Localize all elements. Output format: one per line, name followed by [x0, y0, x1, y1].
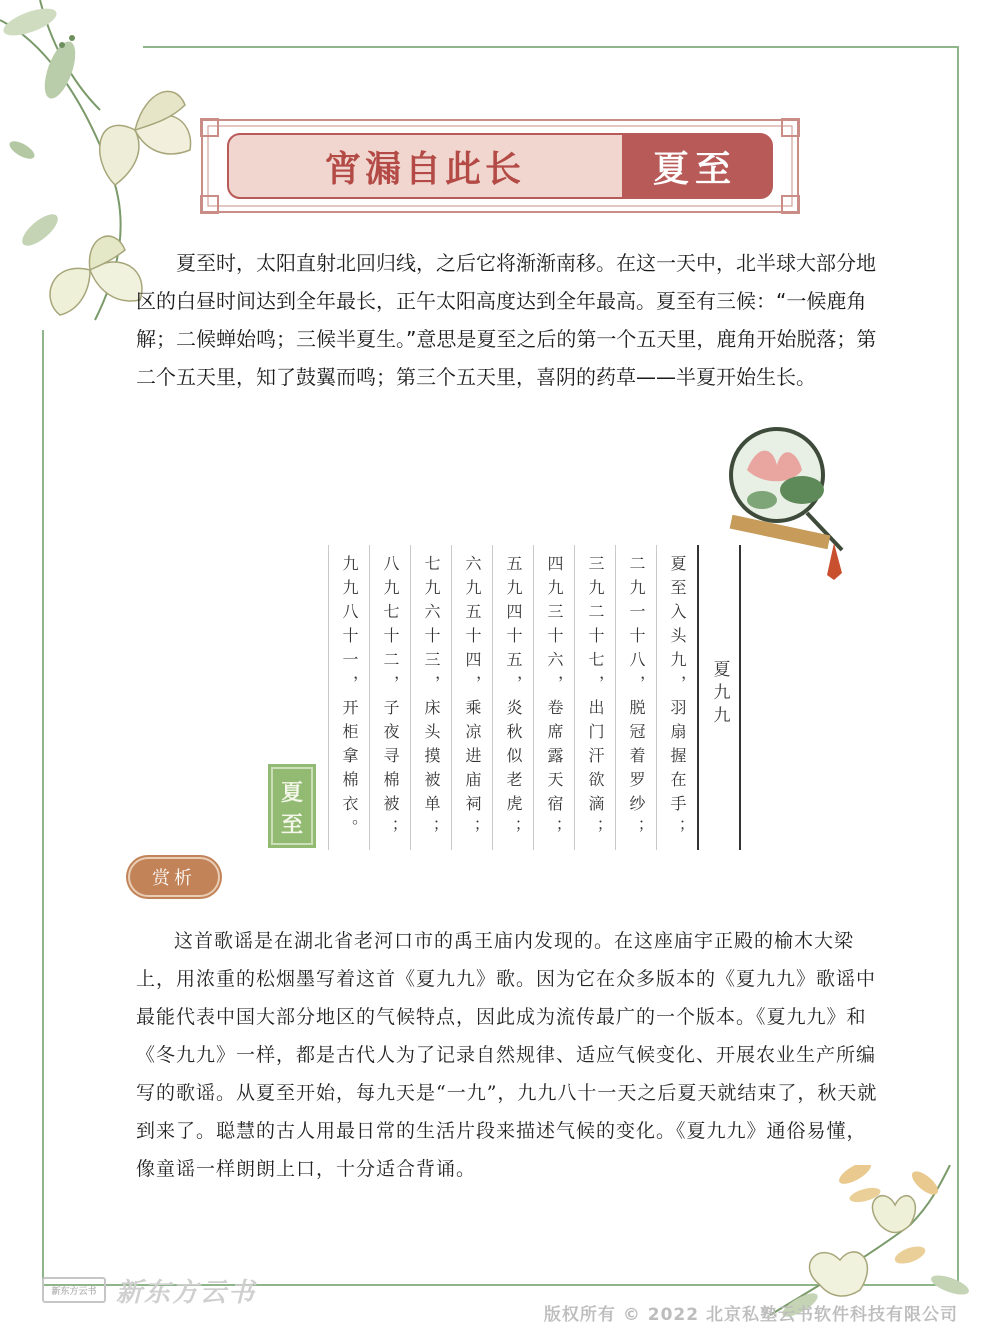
poem-line-4 [533, 545, 574, 850]
frame-left-border [42, 330, 44, 1285]
poem-line-text: 六九五十四，乘凉进庙祠； [463, 555, 482, 843]
poem-line-text: 五九四十五，炎秋似老虎； [504, 555, 523, 843]
poem-line-text: 二九一十八，脱冠着罗纱； [627, 555, 646, 843]
poem-line-8 [369, 545, 410, 850]
poem-line-text: 九九八十一，开柜拿棉衣。 [340, 555, 359, 843]
page-title: 宵漏自此长 [324, 147, 525, 190]
poem-line-text: 四九三十六，卷席露天宿； [545, 555, 564, 843]
svg-text:夏: 夏 [280, 780, 304, 806]
svg-text:至: 至 [280, 812, 304, 838]
poem-line-text: 夏至入头九，羽扇握在手； [668, 555, 687, 843]
stamp-seal [266, 762, 318, 850]
poem-xia-jiu-jiu [326, 545, 741, 850]
solar-term-tag: 夏至 [652, 147, 737, 190]
poem-line-2 [615, 545, 656, 850]
intro-paragraph: 夏至时，太阳直射北回归线，之后它将渐渐南移。在这一天中，北半球大部分地区的白昼时间达到全年最长，正午太阳高度达到全年最高。夏至有三候：“一候鹿角解；二候蝉始鸣；三候半夏生。”意思是夏至之后的第一个五天里，鹿角开始脱落；第二个五天里，知了鼓翼而鸣；第三个五天里，喜阴的药草——半夏开始生长。 [136, 251, 877, 389]
poem-title-column [697, 545, 741, 850]
poem-line-5 [492, 545, 533, 850]
watermark-logo-box: 新东方云书 [42, 1277, 106, 1303]
watermark-logo [42, 1270, 256, 1310]
poem-line-6 [451, 545, 492, 850]
poem-title: 夏九九 [709, 660, 730, 729]
analysis-badge: 赏析 [128, 857, 220, 897]
watermark-logo-text: 新东方云书 [116, 1277, 257, 1308]
header-banner [200, 118, 800, 214]
poem-line-3 [574, 545, 615, 850]
copyright-notice: 版权所有 © 2022 北京私塾云书软件科技有限公司 [543, 1305, 958, 1325]
poem-line-9 [328, 545, 369, 850]
frame-top-border [143, 46, 958, 48]
poem-line-text: 三九二十七，出门汗欲滴； [586, 555, 605, 843]
frame-right-border [957, 46, 959, 1286]
round-fan-decoration [722, 425, 852, 585]
poem-line-text: 七九六十三，床头摸被单； [422, 555, 441, 843]
poem-line-1 [656, 545, 697, 850]
poem-line-text: 八九七十二，子夜寻棉被； [381, 555, 400, 843]
poem-line-7 [410, 545, 451, 850]
analysis-paragraph: 这首歌谣是在湖北省老河口市的禹王庙内发现的。在这座庙宇正殿的榆木大梁上，用浓重的松烟墨写着这首《夏九九》歌。因为它在众多版本的《夏九九》歌谣中最能代表中国大部分地区的气候特点，因此成为流传最广的一个版本。《夏九九》和《冬九九》一样，都是古代人为了记录自然规律、适应气候变化、开展农业生产所编写的歌谣。从夏至开始，每九天是“一九”，九九八十一天之后夏天就结束了，秋天就到来了。聪慧的古人用最日常的生活片段来描述气候的变化。《夏九九》通俗易懂，像童谣一样朗朗上口，十分适合背诵。 [136, 930, 878, 1180]
